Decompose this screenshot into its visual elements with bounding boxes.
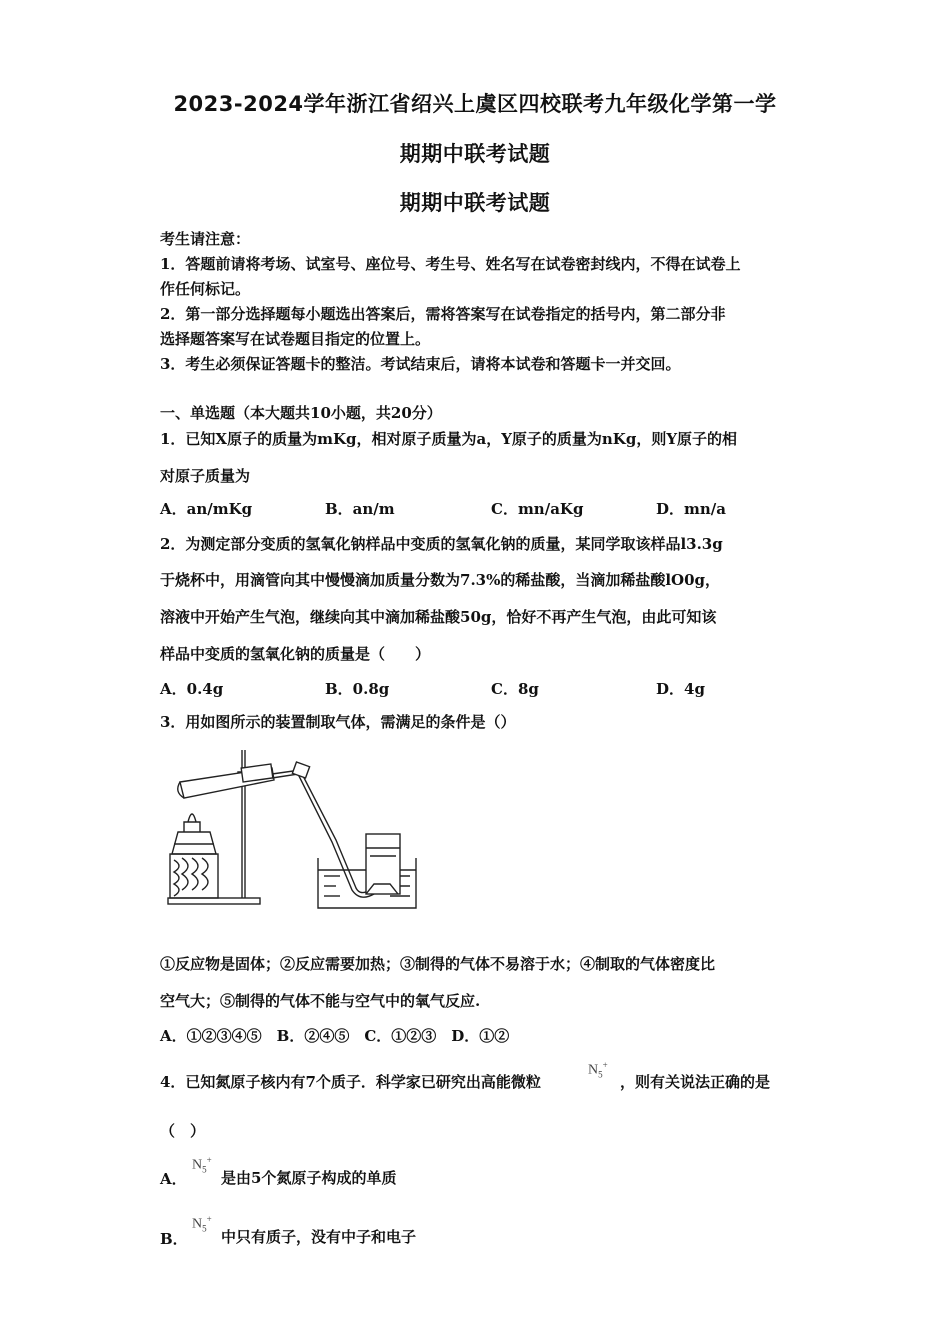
notice-heading: 考生请注意： <box>160 230 251 248</box>
q1-stem-a: 1．已知X原子的质量为mKg，相对原子质量为a，Y原子的质量为nKg，则Y原子的相 <box>160 430 738 448</box>
paper-title-line3: 期期中联考试题 <box>399 191 551 215</box>
q3-apparatus-figure <box>160 740 420 915</box>
q2-option-d: D．4g <box>656 680 705 698</box>
q4-option-b-ion: $N_5^+$ <box>192 1214 212 1234</box>
q4-option-b-text: 中只有质子，没有中子和电子 <box>221 1228 417 1246</box>
q2-option-c: C．8g <box>491 680 539 698</box>
q1-option-d: D．mn/a <box>656 500 726 518</box>
q1-stem-b: 对原子质量为 <box>160 467 251 485</box>
paper-title-line2: 期期中联考试题 <box>399 142 551 166</box>
q4-stem-post: ，则有关说法正确的是 <box>620 1073 771 1091</box>
q4-option-a-label: A． <box>160 1170 187 1188</box>
q2-stem-c: 溶液中开始产生气泡，继续向其中滴加稀盐酸50g，恰好不再产生气泡，由此可知该 <box>160 608 717 626</box>
q3-stem: 3．用如图所示的装置制取气体，需满足的条件是（） <box>160 713 516 731</box>
paper-title-line1: 2023-2024学年浙江省绍兴上虞区四校联考九年级化学第一学 <box>173 92 777 116</box>
q4-paren: （ ） <box>160 1122 206 1140</box>
notice-item-2b: 选择题答案写在试卷题目指定的位置上。 <box>160 330 431 348</box>
q3-options: A．①②③④⑤ B．②④⑤ C．①②③ D．①② <box>160 1027 510 1045</box>
notice-item-1a: 1．答题前请将考场、试室号、座位号、考生号、姓名写在试卷密封线内，不得在试卷上 <box>160 255 741 273</box>
q4-stem-pre: 4．已知氮原子核内有7个质子．科学家已研究出高能微粒 <box>160 1073 541 1091</box>
notice-item-1b: 作任何标记。 <box>160 280 251 298</box>
q2-stem-d: 样品中变质的氢氧化钠的质量是（ ） <box>160 645 431 663</box>
q2-stem-a: 2．为测定部分变质的氢氧化钠样品中变质的氢氧化钠的质量，某同学取该样品l3.3g <box>160 535 723 553</box>
section1-heading: 一、单选题（本大题共10小题，共20分） <box>160 404 442 422</box>
q4-option-a-text: 是由5个氮原子构成的单质 <box>221 1169 397 1187</box>
q1-option-c: C．mn/aKg <box>491 500 584 518</box>
q2-option-a: A．0.4g <box>160 680 224 698</box>
q4-option-b-label: B． <box>160 1230 188 1248</box>
q4-option-a-ion: $N_5^+$ <box>192 1155 212 1175</box>
notice-item-2a: 2．第一部分选择题每小题选出答案后，需将答案写在试卷指定的括号内，第二部分非 <box>160 305 726 323</box>
q1-option-b: B．an/m <box>325 500 395 518</box>
notice-item-3: 3．考生必须保证答题卡的整洁。考试结束后，请将本试卷和答题卡一并交回。 <box>160 355 681 373</box>
q1-option-a: A．an/mKg <box>160 500 253 518</box>
q4-ion-symbol: $N_5^+$ <box>588 1060 608 1080</box>
q2-option-b: B．0.8g <box>325 680 390 698</box>
q2-stem-b: 于烧杯中，用滴管向其中慢慢滴加质量分数为7.3%的稀盐酸，当滴加稀盐酸lO0g， <box>160 571 721 589</box>
q3-conditions-b: 空气大；⑤制得的气体不能与空气中的氧气反应. <box>160 992 481 1010</box>
q3-conditions-a: ①反应物是固体；②反应需要加热；③制得的气体不易溶于水；④制取的气体密度比 <box>160 955 716 973</box>
